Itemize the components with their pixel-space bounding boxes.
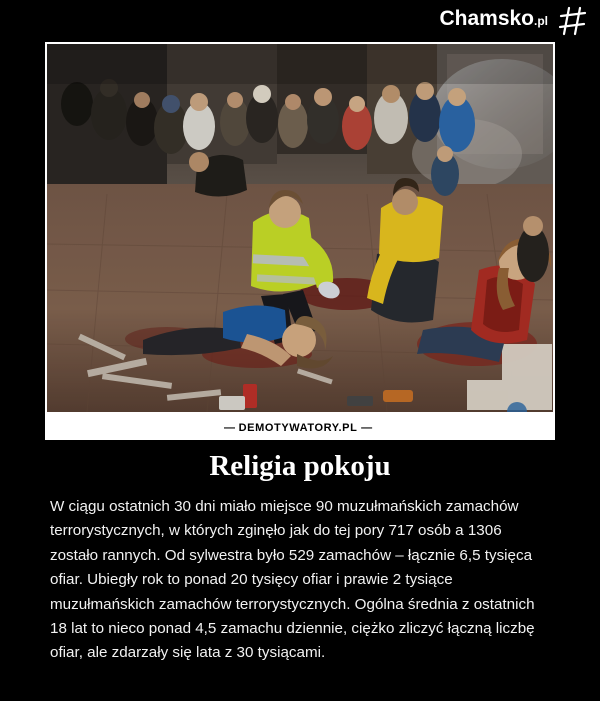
brand-title <box>439 7 548 31</box>
photo-image <box>47 44 553 412</box>
brand-name: Chamsko <box>439 7 534 30</box>
watermark-text: DEMOTYWATORY.PL <box>238 422 358 434</box>
caption-body: W ciągu ostatnich 30 dni miało miejsce 90 muzułmańskich zamachów terrorystycznych, w których zginęło jak do tej pory 717 osób a 1306 zostało rannych. Od sylwestra było 529 zamachów – łącznie 6,5 tysięca ofiar. Ubiegły rok to ponad 20 tysięcy ofiar i prawie 2 tysiące muzułmańskich zamachów terrorystycznych. Ogólna średnia z ostatnich 18 lat to nieco ponad 4,5 zamachu dziennie, ciężko zliczyć łączną liczbę ofiar, ale zdarzały się lata z 30 tysiącami. <box>50 498 535 662</box>
photo-frame <box>45 42 555 440</box>
hash-logo-icon <box>558 6 588 36</box>
brand-suffix: .pl <box>534 14 548 28</box>
watermark-dash-left: — <box>223 422 235 434</box>
brand-bar <box>0 0 600 42</box>
page-title: Religia pokoju <box>209 450 391 482</box>
photo-watermark <box>45 416 551 440</box>
watermark-dash-right: — <box>361 422 373 434</box>
